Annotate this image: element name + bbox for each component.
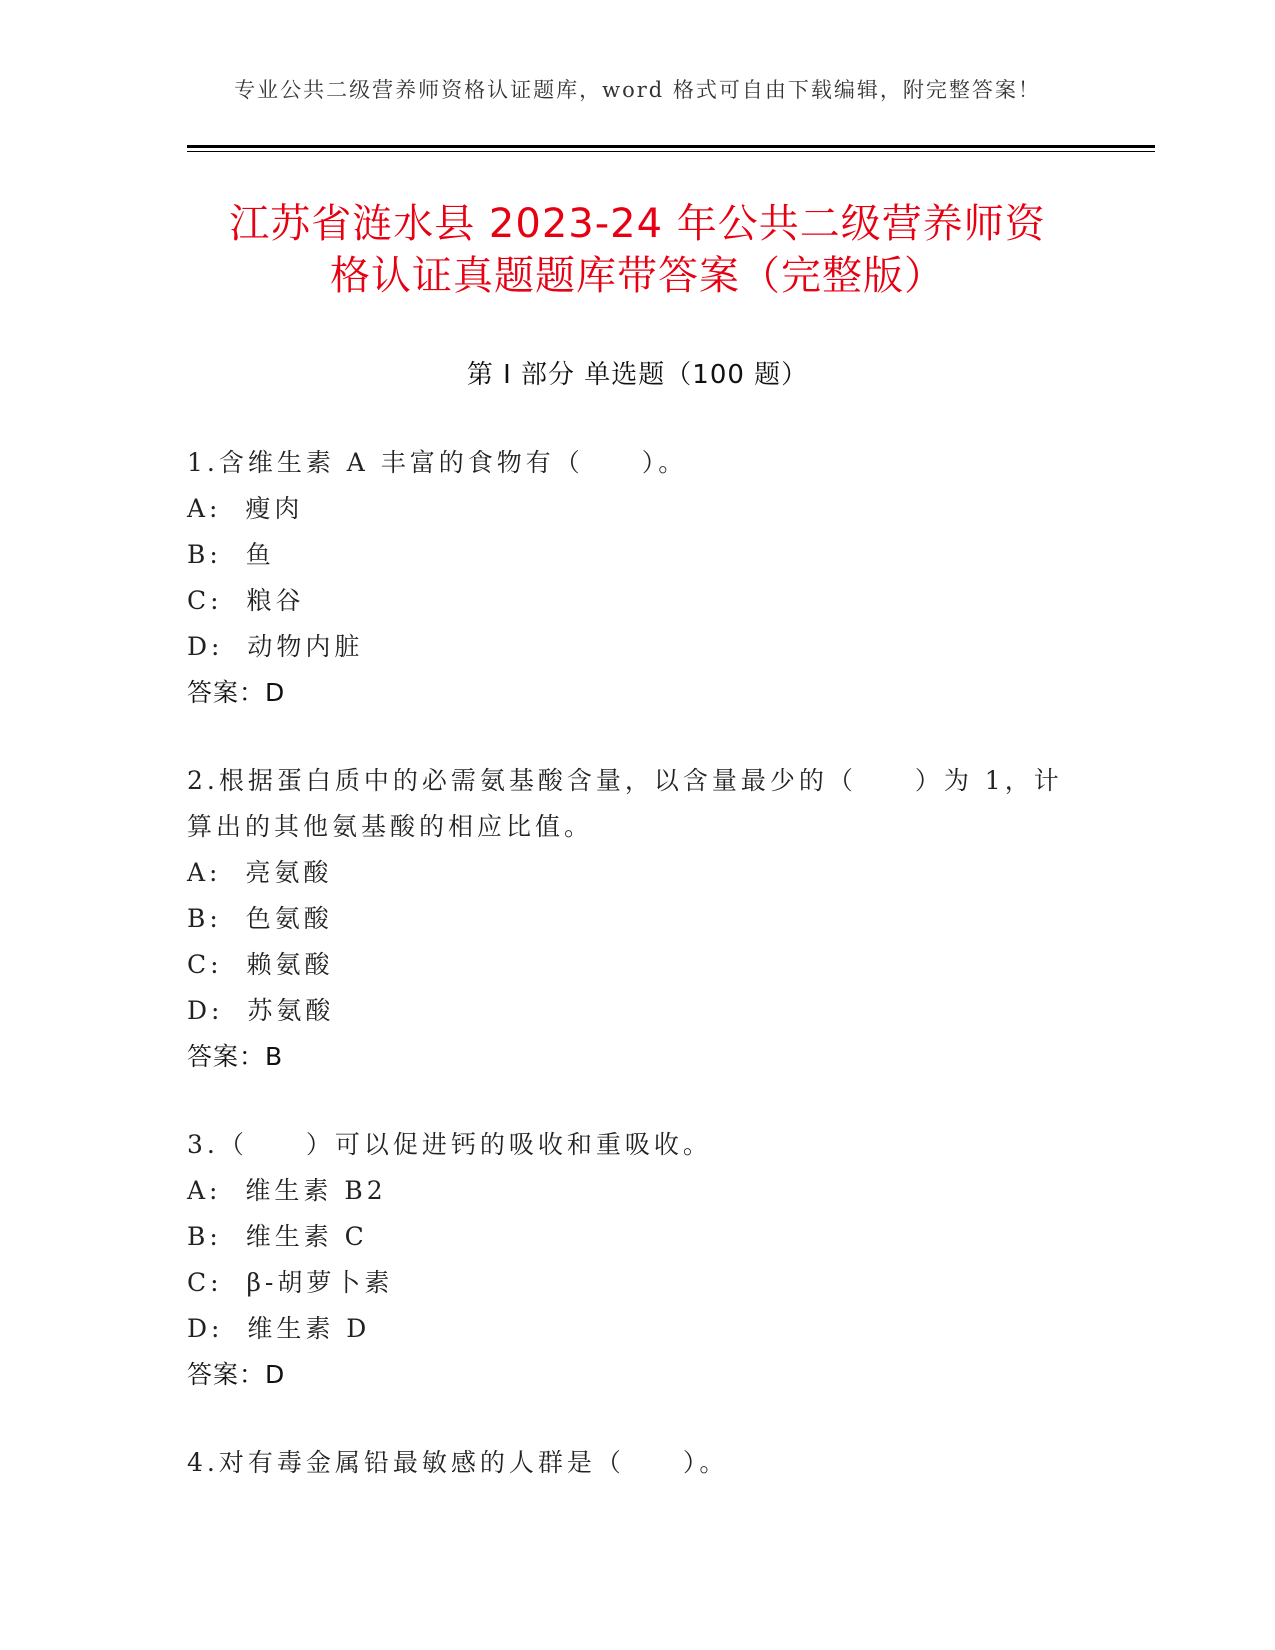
answer: 答案：D	[187, 678, 286, 707]
option-a: A: 瘦肉	[187, 494, 304, 523]
option-b: B: 维生素 C	[187, 1222, 368, 1251]
answer: 答案：D	[187, 1360, 286, 1389]
option-a: A: 维生素 B2	[187, 1176, 387, 1205]
option-d: D: 动物内脏	[187, 632, 364, 661]
question-stem: 2.根据蛋白质中的必需氨基酸含量，以含量最少的（ ）为 1，计算出的其他氨基酸的相应比值。	[187, 766, 1063, 841]
document-title-line-1: 江苏省涟水县 2023-24 年公共二级营养师资	[229, 201, 1046, 247]
document-title-line-2: 格认证真题题库带答案（完整版）	[330, 253, 945, 299]
option-d: D: 维生素 D	[187, 1314, 371, 1343]
header-note: 专业公共二级营养师资格认证题库，word 格式可自由下载编辑，附完整答案！	[234, 78, 1041, 102]
option-c: C: β-胡萝卜素	[187, 1268, 394, 1297]
option-c: C: 粮谷	[187, 586, 305, 615]
question-stem: 4.对有毒金属铅最敏感的人群是（ ）。	[187, 1448, 729, 1477]
header-rule-thin	[187, 151, 1155, 152]
question-2	[187, 758, 1087, 1080]
section-heading: 第 I 部分 单选题（100 题）	[466, 360, 809, 390]
option-a: A: 亮氨酸	[187, 858, 333, 887]
question-list	[187, 440, 1087, 1528]
question-1	[187, 440, 1087, 716]
option-b: B: 鱼	[187, 540, 275, 569]
question-stem: 1.含维生素 A 丰富的食物有（ ）。	[187, 448, 688, 477]
option-c: C: 赖氨酸	[187, 950, 334, 979]
question-3	[187, 1122, 1087, 1398]
header-rule-thick	[187, 145, 1155, 148]
question-4	[187, 1440, 1087, 1486]
option-b: B: 色氨酸	[187, 904, 333, 933]
option-d: D: 苏氨酸	[187, 996, 335, 1025]
question-stem: 3.（ ）可以促进钙的吸收和重吸收。	[187, 1130, 712, 1159]
document-title	[150, 198, 1125, 302]
answer: 答案：B	[187, 1042, 284, 1071]
